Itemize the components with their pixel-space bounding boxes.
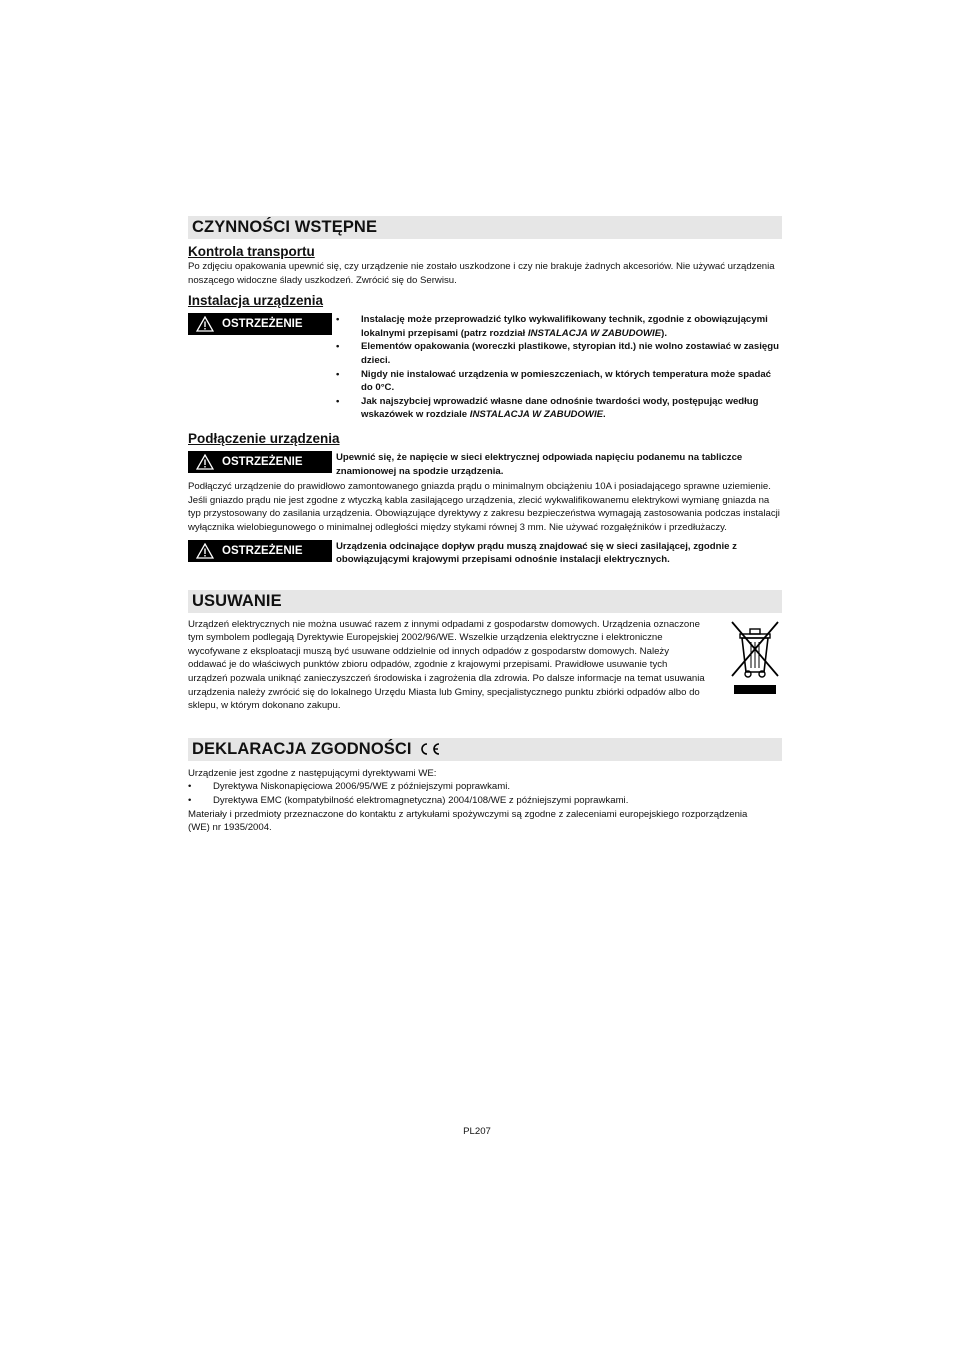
warning-triangle-icon bbox=[196, 316, 214, 332]
conformity-title: DEKLARACJA ZGODNOŚCI bbox=[192, 739, 412, 758]
disposal-section bbox=[188, 590, 782, 713]
warning-text: Upewnić się, że napięcie w sieci elektrycznej odpowiada napięciu podanemu na tabliczce znamionowej na spodzie urządzenia. bbox=[336, 451, 743, 477]
conformity-list bbox=[188, 780, 782, 807]
warning-triangle-icon bbox=[196, 454, 214, 470]
list-item: • Instalację może przeprowadzić tylko wykwalifikowany technik, zgodnie z obowiązującymi lokalnymi przepisami (patrz rozdział INSTALACJA W ZABUDOWIE). bbox=[336, 314, 768, 339]
crossed-bin-icon bbox=[728, 620, 782, 696]
section-heading-conformity bbox=[188, 738, 782, 761]
document-page bbox=[188, 216, 782, 835]
section-heading-prep: CZYNNOŚCI WSTĘPNE bbox=[188, 216, 782, 239]
disposal-text: Urządzeń elektrycznych nie można usuwać razem z innymi odpadami z gospodarstw domowych. Urządzenia oznaczone tym symbolem podlegają Dyrektywie Europejskiej 2002/96/WE. Wszelkie urządzenia elektryczne i elektroniczne wycofywane z eksploatacji muszą być usuwane oddzielnie od innych odpadów z gospodarstw domowych. Należy oddawać je do właściwych punktów zbioru odpadów, zgodnie z krajowymi przepisami. Prawidłowe usuwanie tych urządzeń pozwala uniknąć zanieczyszczeń środowiska i zagrożenia dla zdrowia. Po dalsze informacje na temat usuwania urządzenia należy zwrócić się do lokalnego Urzędu Miasta lub Gminy, specjalistycznego punktu zbiórki odpadów albo do sklepu, w którym dokonano zakupu. bbox=[188, 618, 705, 712]
connect-text: Podłączyć urządzenie do prawidłowo zamontowanego gniazda prądu o minimalnym obciążeniu 10A i posiadającego sprawne uziemienie. Jeśli gniazdo prądu nie jest zgodne z wtyczką kabla zasilającego urządzenia, zlecić wykwalifikowanemu elektrykowi wymianę gniazda na typ przystosowany do zasilania urządzenia. Obowiązujące dyrektywy z zakresu bezpieczeństwa wymagają zastosowania podczas instalacji wyłącznika wielobiegunowego o minimalnej odległości między stykami równej 3 mm. Nie używać rozgałęźników i przedłużaczy. bbox=[188, 481, 780, 533]
warning-text: Urządzenia odcinające dopływ prądu muszą znajdować się w sieci zasilającej, zgodnie z obowiązującymi krajowymi przepisami odnośnie instalacji elektrycznych. bbox=[336, 540, 737, 566]
list-item: • Elementów opakowania (woreczki plastikowe, styropian itd.) nie wolno zostawiać w zasięgu dzieci. bbox=[336, 341, 779, 366]
list-item: • Dyrektywa EMC (kompatybilność elektromagnetyczna) 2004/108/WE z późniejszymi poprawkami. bbox=[188, 795, 629, 807]
conformity-intro: Urządzenie jest zgodne z następującymi dyrektywami WE: bbox=[188, 767, 437, 779]
subheading-connect: Podłączenie urządzenia bbox=[188, 430, 340, 446]
warning-badge bbox=[188, 313, 332, 335]
list-item: • Nigdy nie instalować urządzenia w pomieszczeniach, w których temperatura może spadać do 0°C. bbox=[336, 368, 771, 394]
conformity-note: Materiały i przedmioty przeznaczone do kontaktu z artykułami spożywczymi są zgodne z zaleceniami europejskiego rozporządzenia (WE) nr 1935/2004. bbox=[188, 808, 748, 834]
subheading-transport: Kontrola transportu bbox=[188, 244, 315, 259]
warning-badge bbox=[188, 451, 332, 473]
connect-warning-2 bbox=[188, 540, 782, 567]
weee-symbol bbox=[728, 620, 782, 701]
warning-label: OSTRZEŻENIE bbox=[222, 455, 303, 468]
ce-mark-icon bbox=[418, 742, 442, 756]
subheading-install: Instalacja urządzenia bbox=[188, 293, 324, 309]
connect-warning-1 bbox=[188, 451, 782, 478]
install-bullets bbox=[332, 313, 782, 422]
warning-triangle-icon bbox=[196, 543, 214, 559]
section-heading-disposal: USUWANIE bbox=[188, 590, 782, 613]
install-warning bbox=[188, 313, 782, 422]
list-item: • Dyrektywa Niskonapięciowa 2006/95/WE z późniejszymi poprawkami. bbox=[188, 781, 510, 793]
warning-label: OSTRZEŻENIE bbox=[222, 318, 303, 331]
warning-label: OSTRZEŻENIE bbox=[222, 544, 303, 557]
warning-badge bbox=[188, 540, 332, 562]
page-number: PL207 bbox=[463, 1126, 491, 1137]
list-item: • Jak najszybciej wprowadzić własne dane odnośnie twardości wody, postępując według wskazówek w rozdziale INSTALACJA W ZABUDOWIE. bbox=[336, 395, 759, 421]
transport-text: Po zdjęciu opakowania upewnić się, czy urządzenie nie zostało uszkodzone i czy nie brakuje żadnych akcesoriów. Nie używać urządzenia noszącego widoczne ślady uszkodzeń. Zwrócić się do Serwisu. bbox=[188, 261, 775, 286]
